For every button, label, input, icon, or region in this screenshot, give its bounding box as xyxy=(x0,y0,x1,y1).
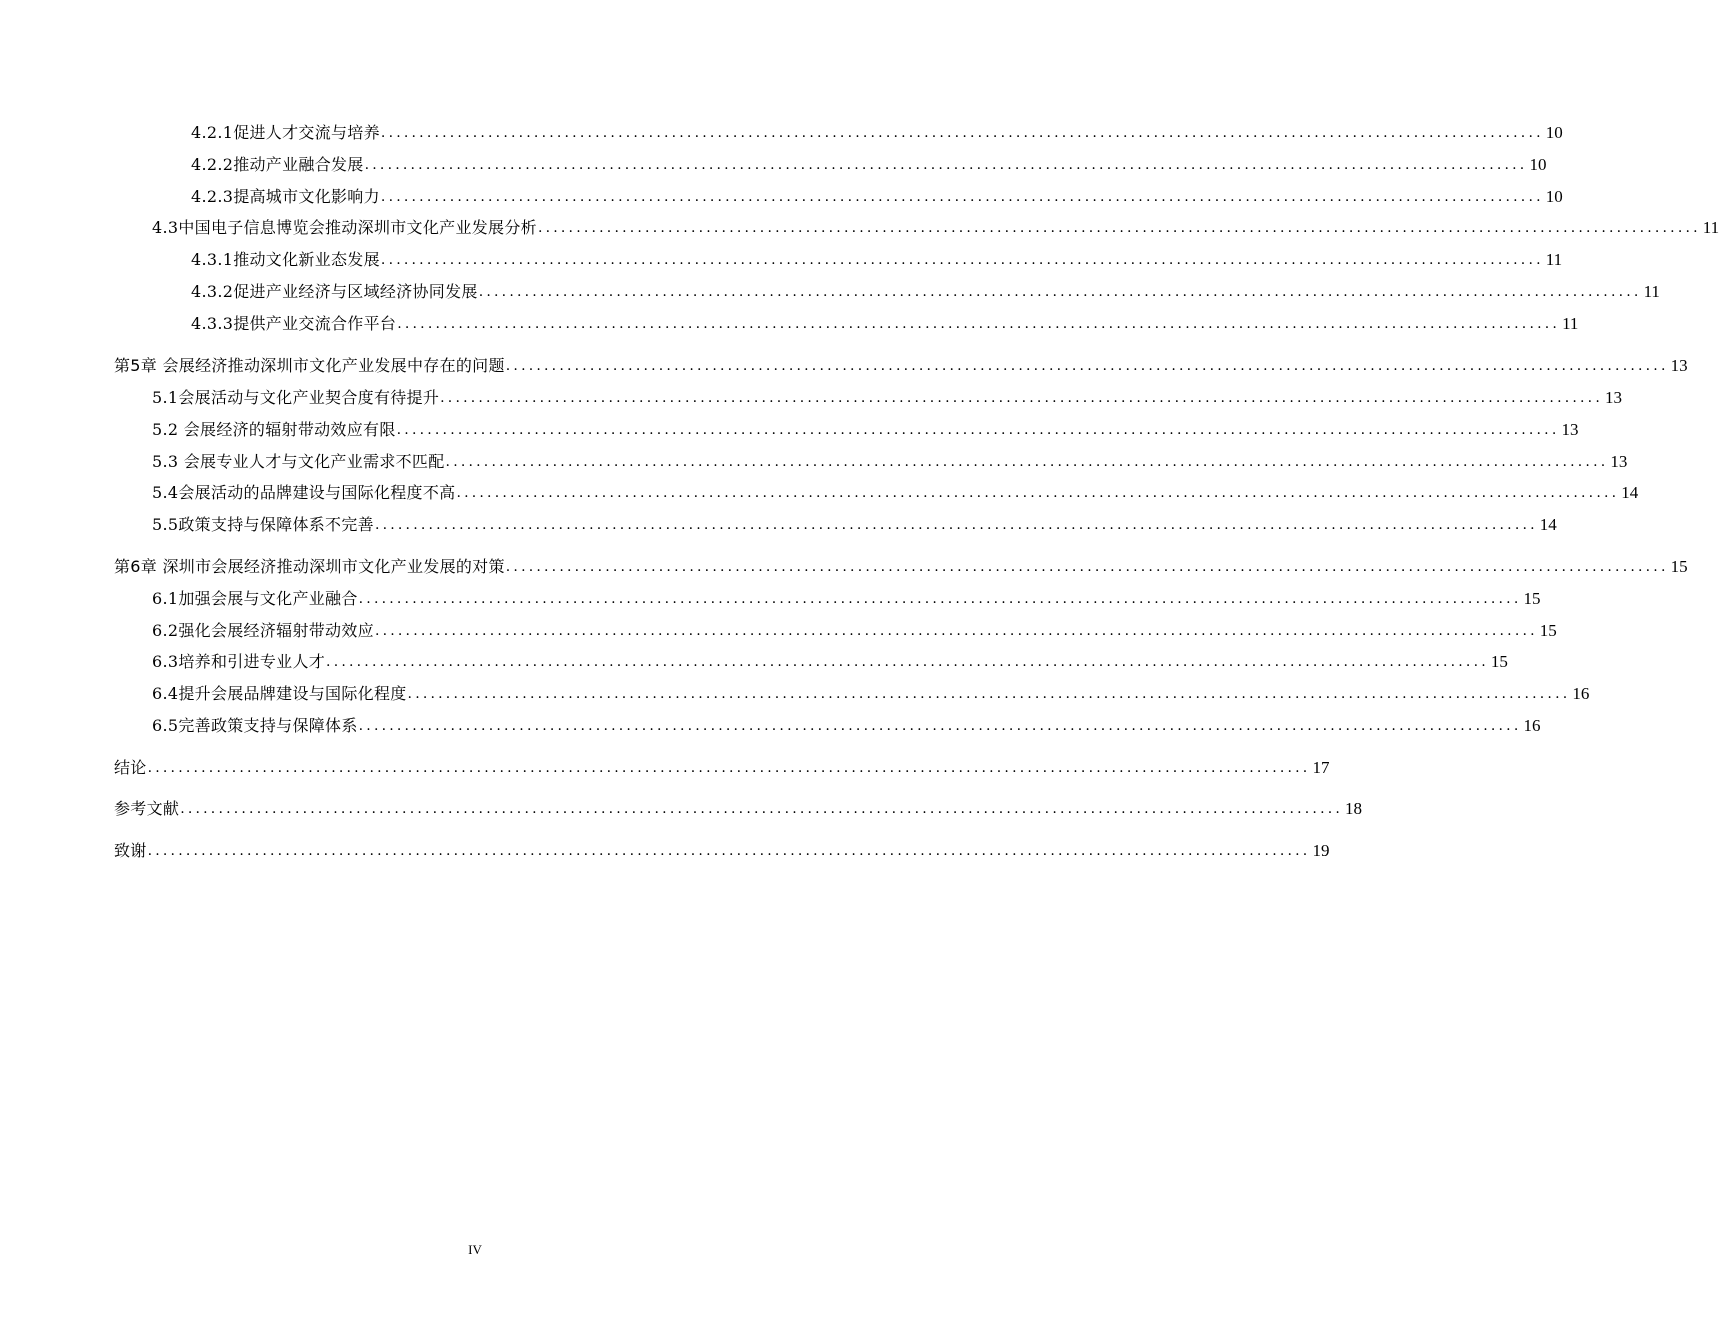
toc-entry[interactable] xyxy=(152,481,1639,505)
toc-entry-page: 15 xyxy=(1490,652,1508,671)
toc-leader-dots: ........................................................................................................................................................ xyxy=(505,559,1669,575)
toc-entry-label: 4.2.2推动产业融合发展 xyxy=(191,155,364,174)
toc-leader-dots: ........................................................................................................................................................ xyxy=(380,189,1544,205)
toc-entry-page: 13 xyxy=(1561,420,1579,439)
toc-leader-dots: ........................................................................................................................................................ xyxy=(180,801,1344,817)
toc-leader-dots: ........................................................................................................................................................ xyxy=(537,220,1701,236)
toc-entry[interactable] xyxy=(114,756,1330,780)
toc-entry-label: 参考文献 xyxy=(114,799,180,818)
toc-entry-page: 13 xyxy=(1670,356,1688,375)
toc-entry-page: 16 xyxy=(1523,716,1541,735)
toc-entry-label: 6.2强化会展经济辐射带动效应 xyxy=(152,621,374,640)
toc-entry-label: 5.4会展活动的品牌建设与国际化程度不高 xyxy=(152,483,456,502)
toc-leader-dots: ........................................................................................................................................................ xyxy=(358,591,1522,607)
toc-leader-dots: ........................................................................................................................................................ xyxy=(380,125,1544,141)
toc-entry-page: 15 xyxy=(1523,589,1541,608)
toc-entry-page: 15 xyxy=(1539,621,1557,640)
toc-entry-label: 6.3培养和引进专业人才 xyxy=(152,652,326,671)
toc-entry-label: 5.2 会展经济的辐射带动效应有限 xyxy=(152,420,396,439)
toc-entry-page: 14 xyxy=(1621,483,1639,502)
toc-entry-page: 10 xyxy=(1545,187,1563,206)
page-number: IV xyxy=(468,1242,482,1257)
toc-entry-label: 4.3.1推动文化新业态发展 xyxy=(191,250,380,269)
toc-entry-page: 11 xyxy=(1562,314,1579,333)
toc-leader-dots: ........................................................................................................................................................ xyxy=(147,843,1311,859)
toc-leader-dots: ........................................................................................................................................................ xyxy=(397,316,1561,332)
toc-leader-dots: ........................................................................................................................................................ xyxy=(358,718,1522,734)
toc-leader-dots: ........................................................................................................................................................ xyxy=(364,157,1528,173)
toc-entry-label: 5.5政策支持与保障体系不完善 xyxy=(152,515,374,534)
toc-entry[interactable] xyxy=(152,216,1719,240)
toc-leader-dots: ........................................................................................................................................................ xyxy=(374,517,1538,533)
toc-entry-label: 4.3中国电子信息博览会推动深圳市文化产业发展分析 xyxy=(152,218,537,237)
toc-entry[interactable] xyxy=(191,121,1563,145)
toc-entry-label: 6.5完善政策支持与保障体系 xyxy=(152,716,358,735)
toc-entry-label: 4.3.3提供产业交流合作平台 xyxy=(191,314,397,333)
toc-entry-page: 10 xyxy=(1545,123,1563,142)
toc-entry[interactable] xyxy=(152,450,1628,474)
toc-entry[interactable] xyxy=(114,555,1688,579)
toc-entry-label: 结论 xyxy=(114,758,147,777)
toc-entry[interactable] xyxy=(114,354,1688,378)
toc-entry-label: 4.3.2促进产业经济与区域经济协同发展 xyxy=(191,282,478,301)
toc-entry-page: 13 xyxy=(1605,388,1622,407)
toc-entry-label: 4.2.1促进人才交流与培养 xyxy=(191,123,380,142)
toc-entry-page: 10 xyxy=(1529,155,1547,174)
toc-entry[interactable] xyxy=(152,650,1508,674)
toc-entry-label: 第6章 深圳市会展经济推动深圳市文化产业发展的对策 xyxy=(114,557,505,576)
toc-entry-label: 6.1加强会展与文化产业融合 xyxy=(152,589,358,608)
toc-entry-label: 第5章 会展经济推动深圳市文化产业发展中存在的问题 xyxy=(114,356,505,375)
toc-entry[interactable] xyxy=(152,418,1579,442)
toc-entry[interactable] xyxy=(152,619,1557,643)
toc-entry-label: 致谢 xyxy=(114,841,147,860)
toc-entry-label: 6.4提升会展品牌建设与国际化程度 xyxy=(152,684,407,703)
toc-entry[interactable] xyxy=(191,153,1547,177)
toc-leader-dots: ........................................................................................................................................................ xyxy=(374,623,1538,639)
toc-entry-label: 5.3 会展专业人才与文化产业需求不匹配 xyxy=(152,452,445,471)
toc-leader-dots: ........................................................................................................................................................ xyxy=(478,284,1642,300)
toc-leader-dots: ........................................................................................................................................................ xyxy=(445,454,1609,470)
toc-leader-dots: ........................................................................................................................................................ xyxy=(396,422,1560,438)
toc-entry-page: 11 xyxy=(1545,250,1563,269)
toc-leader-dots: ........................................................................................................................................................ xyxy=(440,390,1603,406)
toc-entry-page: 15 xyxy=(1670,557,1688,576)
toc-leader-dots: ........................................................................................................................................................ xyxy=(380,252,1544,268)
toc-entry[interactable] xyxy=(152,682,1590,706)
toc-entry-page: 17 xyxy=(1312,758,1330,777)
toc-leader-dots: ........................................................................................................................................................ xyxy=(505,358,1669,374)
toc-entry[interactable] xyxy=(191,312,1579,336)
toc-entry[interactable] xyxy=(114,839,1330,863)
toc-entry[interactable] xyxy=(191,248,1563,272)
toc-entry[interactable] xyxy=(152,513,1557,537)
toc-entry-page: 11 xyxy=(1643,282,1660,301)
toc-entry-page: 16 xyxy=(1572,684,1590,703)
toc-leader-dots: ........................................................................................................................................................ xyxy=(407,686,1571,702)
toc-entry[interactable] xyxy=(191,280,1660,304)
toc-entry-page: 19 xyxy=(1312,841,1330,860)
toc-entry[interactable] xyxy=(152,386,1622,410)
toc-entry-page: 11 xyxy=(1702,218,1719,237)
toc-entry-page: 14 xyxy=(1539,515,1557,534)
toc-entry[interactable] xyxy=(114,797,1363,821)
toc-entry[interactable] xyxy=(191,185,1563,209)
toc-leader-dots: ........................................................................................................................................................ xyxy=(326,654,1489,670)
toc-entry-page: 13 xyxy=(1610,452,1628,471)
toc-entry[interactable] xyxy=(152,714,1541,738)
toc-leader-dots: ........................................................................................................................................................ xyxy=(456,485,1620,501)
toc-leader-dots: ........................................................................................................................................................ xyxy=(147,760,1311,776)
toc-entry-label: 4.2.3提高城市文化影响力 xyxy=(191,187,380,206)
toc-entry-page: 18 xyxy=(1345,799,1363,818)
toc-entry[interactable] xyxy=(152,587,1541,611)
toc-entry-label: 5.1会展活动与文化产业契合度有待提升 xyxy=(152,388,440,407)
